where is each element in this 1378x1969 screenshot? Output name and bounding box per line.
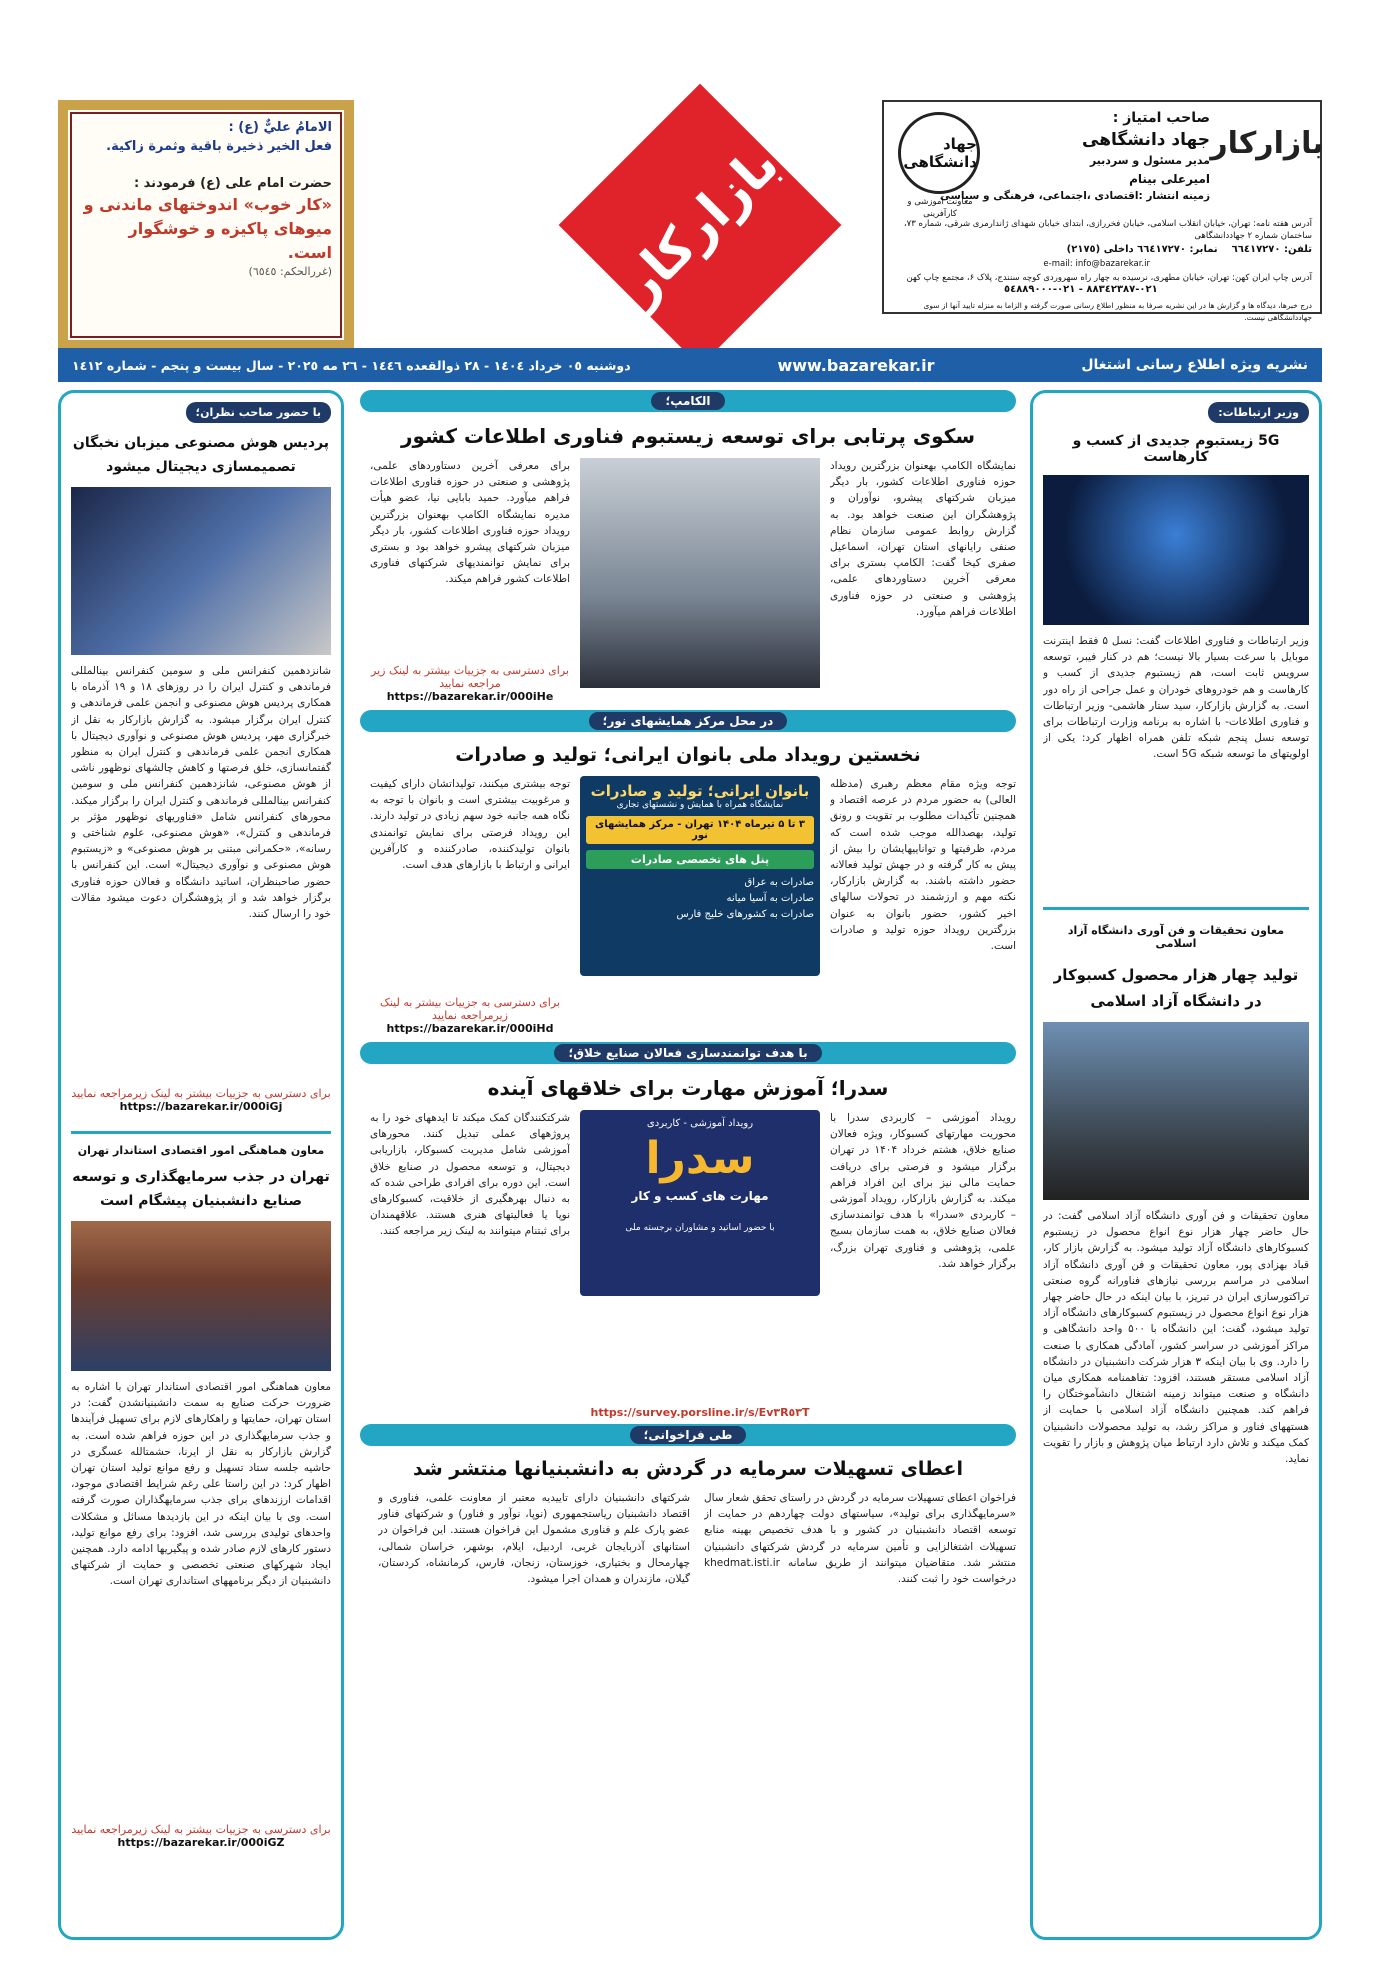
poster-footer: با حضور اساتید و مشاوران برجسته ملی bbox=[625, 1223, 775, 1233]
article-body-right: نمایشگاه الکامپ بهعنوان بزرگترین رویداد حوزه فناوری اطلاعات کشور، بار دیگر میزبان شرکتهای پیشرو، نوآوران و پژوهشگران این صنعت خواهد بود. به گزارش روابط عمومی سازمان نظام صنفی رایانهای استان تهران، اسماعیل صفری کیخا گفت: الکامپ بستری برای معرفی آخرین دستاوردهای علمی، پژوهشی و صنعتی در حوزه فناوری اطلاعات فراهم میآورد. bbox=[830, 460, 1016, 618]
center-column bbox=[360, 390, 1016, 1940]
email-link[interactable]: e-mail: info@bazarekar.ir bbox=[1043, 259, 1150, 269]
article-title: پردیس هوش مصنوعی میزبان نخبگان تصمیمسازی دیجیتال میشود bbox=[72, 435, 330, 475]
logo-text: بازارکار bbox=[609, 134, 791, 316]
article-body-right: فراخوان اعطای تسهیلات سرمایه در گردش در راستای تحقق شعار سال «سرمایهگذاری برای تولید»، سیاستهای دولت چهاردهم در حمایت از توسعه اقتصاد دانشبنیان در کشور و با هدف تخصیص بهینه منابع تسهیلات اشتغالزایی و تأمین سرمایه در گردش شرکتهای دانشبنیان منتشر شد. متقاضیان میتوانند از طریق سامانه khedmat.isti.ir درخواست خود را ثبت کنند. bbox=[704, 1492, 1016, 1586]
article-body-left: برای معرفی آخرین دستاوردهای علمی، پژوهشی و صنعتی در حوزه فناوری اطلاعات فراهم میآورد. حمید بابایی نیا، عضو هیأت مدیره نمایشگاه الکامپ بهعنوان بزرگترین رویداد حوزه فناوری اطلاعات کشور، بار دیگر میزبان شرکتهای پیشرو خواهد بود و بستری برای نمایش توانمندیهای شرکتهای فناوری اطلاعات کشور فراهم میکند. bbox=[370, 460, 570, 586]
owner-label: صاحب امتیاز : bbox=[1112, 110, 1210, 126]
section-header bbox=[360, 1042, 1016, 1064]
quote-source: (غررالحکم: ٦٥٤٥) bbox=[248, 265, 332, 278]
article-kicker: در محل مرکز همایشهای نور؛ bbox=[589, 712, 788, 730]
article-body-right: توجه ویژه مقام معظم رهبری (مدظله العالی) به حضور مردم در عرصه اقتصاد و همچنین تأکیدات مطلوب بر تقویت و رونق تولید، بهصدالله موجب شده است که مردم، ظرفیتها و تواناییهایشان را بیش از پیش به کار گرفته و در جهش تولید فعالانه حضور داشته باشند. به گزارش بازارکار، نکته مهم و ارزشمند در تحولات سالهای اخیر کشور، حضور بانوان به عنوان بزرگترین رویداد حوزه تولید و صادرات است. bbox=[830, 778, 1016, 953]
poster-subtitle: نمایشگاه همراه با همایش و نشستهای تجاری bbox=[616, 800, 784, 810]
masthead-box bbox=[882, 100, 1324, 322]
masthead-logo bbox=[585, 110, 815, 340]
more-info-label: برای دسترسی به جزییات بیشتر به لینک زیرمراجعه نمایید bbox=[71, 1823, 331, 1836]
owner-name: جهاد دانشگاهی bbox=[1082, 130, 1210, 150]
poster-panel: پنل های تخصصی صادرات bbox=[586, 850, 814, 869]
article-tag: با حضور صاحب نظران؛ bbox=[186, 402, 331, 423]
article-title: تولید چهار هزار محصول کسبوکار در دانشگاه آزاد اسلامی bbox=[1053, 966, 1299, 1010]
article-body: معاون تحقیقات و فن آوری دانشگاه آزاد اسلامی گفت: در حال حاضر چهار هزار نوع انواع محصول در زیستبوم کسبوکارهای دانشگاه آزاد تولید میشود. به گزارش بازار کار، قباد بهزادی پور، معاون تحقیقات و فن آوری دانشگاه آزاد اسلامی در مراسم بررسی نیازهای فناورانه گروه صنعتی تراکتورسازی ایران در تبریز، با بیان اینکه در حال حاضر چهار هزار نوع انواع محصول در زیستبوم کسبوکارهای دانشگاه آزاد تولید میشود، گفت: این دانشگاه با ۵۰۰ واحد دانشگاهی و مراکز آموزشی در سراسر کشور، آمادگی همکاری با صنعت را دارد. وی با بیان اینکه ۳ هزار شرکت دانشبنیان در دانشگاه آزاد اسلامی مستقر هستند، افزود: تفاهمنامه همکاری میان دانشگاه و صنعت میتواند زمینه اشتغال دانشآموختگان را فراهم کند. همچنین دانشگاه آزاد اسلامی با حمایت از هستههای فناور و مراکز رشد، به تولید محصولات دانشبنیان کمک میکند و تلاش دارد ارتباط میان پژوهش و بازار را تقویت نماید. bbox=[1043, 1210, 1309, 1466]
factory-image bbox=[1043, 1022, 1309, 1200]
article-body-right: رویداد آموزشی – کاربردی سدرا با محوریت مهارتهای کسبوکار، ویژه فعالان صنایع خلاق، هشتم خرداد ۱۴۰۴ در تهران برگزار میشود و فرصتی برای دریافت حمایت مالی نیز برای این افراد فراهم میکند. به گزارش بازارکار، رویداد آموزشی – کاربردی «سدرا» با هدف توانمندسازی فعالان صنایع خلاق، به همت سازمان بسیج علمی، پژوهشی و فناوری تهران بزرگ، برگزار خواهد شد. bbox=[830, 1112, 1016, 1270]
poster-kicker: رویداد آموزشی - کاربردی bbox=[646, 1118, 754, 1129]
quote-arabic-text: فعل الخير ذخيرة باقية وثمرة زاكية. bbox=[106, 139, 332, 154]
issue-date: دوشنبه ٠٥ خرداد ١٤٠٤ - ٢٨ ذوالقعده ١٤٤٦ - ٢٦ مه ٢٠٢٥ - سال بیست و پنجم - شماره ١٤١٢ bbox=[72, 357, 631, 373]
poster-bullet: صادرات به کشورهای خلیج فارس bbox=[676, 909, 814, 920]
poster-title: بانوان ایرانی؛ تولید و صادرات bbox=[590, 782, 810, 800]
article-tag: معاون هماهنگی امور اقتصادی استاندار تهران bbox=[77, 1144, 325, 1157]
article-body-left: توجه بیشتری میکنند، تولیداتشان دارای کیفیت و مرغوبیت بیشتری است و بانوان با توجه به نگاه همه جانبه خود سهم زیادی در تولید دارند. این رویداد فرصتی برای نمایش توانمندی بانوان تولیدکننده، صادرکننده و کارآفرین ایرانی و ارتباط با بازارهای هدف است. bbox=[370, 778, 570, 872]
publishing-topics: زمینه انتشار :اقتصادی ،اجتماعی، فرهنگی و سیاسی bbox=[939, 190, 1210, 202]
5g-tower-image bbox=[1043, 475, 1309, 625]
manager-label: مدیر مسئول و سردبیر bbox=[1089, 154, 1210, 167]
article-title: نخستین رویداد ملی بانوان ایرانی؛ تولید و صادرات bbox=[455, 744, 921, 766]
manager-name: امیرعلی بینام bbox=[1129, 172, 1210, 186]
print-phone: ٠٢١-٨٨٣٤٢٣٨٧ - ٠٢١-٥٤٨٨٩٠٠٠ bbox=[1004, 284, 1158, 295]
quote-persian-text: «کار خوب» اندوختهای ماندنی و میوهای پاکیزه و خوشگوار است. bbox=[83, 195, 332, 262]
fax: نمابر: ٦٦٤١٧٢٧٠ داخلی (٢١٧٥) bbox=[1066, 244, 1218, 255]
article-title: سکوی پرتابی برای توسعه زیستبوم فناوری اطلاعات کشور bbox=[400, 424, 976, 448]
emblem-icon: جهاد دانشگاهی bbox=[898, 112, 980, 194]
quote-box bbox=[58, 100, 354, 350]
disclaimer: درج خبرها، دیدگاه ها و گزارش ها در این نشریه صرفا به منظور اطلاع رسانی صورت گرفته و الزاما به منزله تایید آنها از سوی جهاددانشگاهی نیست. bbox=[923, 301, 1312, 322]
article-body-left: شرکتکنندگان کمک میکند تا ایدههای خود را به پروژههای عملی تبدیل کنند. محورهای آموزشی شامل مدیریت کسبوکار، بازاریابی دیجیتال، و توسعه محصول در صنایع خلاق است. این دوره برای افرادی طراحی شده که به دنبال بهرهگیری از خلاقیت، کسبوکارهای نوپا یا فعالیتهای هنری هستند. علاقهمندان برای ثبتنام میتوانند به لینک زیر مراجعه کنند. bbox=[370, 1112, 570, 1238]
poster-title: سدرا bbox=[645, 1133, 755, 1184]
section-header bbox=[360, 1424, 1016, 1446]
article-kicker: با هدف توانمندسازی فعالان صنایع خلاق؛ bbox=[554, 1044, 821, 1062]
quote-arabic-heading: الامامُ عليٌّ (ع) : bbox=[228, 120, 332, 135]
survey-link[interactable]: https://survey.porsline.ir/s/Ev٣R٥٣T bbox=[590, 1406, 810, 1419]
article-link[interactable]: https://bazarekar.ir/000iHd bbox=[386, 1022, 554, 1035]
conference-image bbox=[71, 487, 331, 655]
divider bbox=[71, 1131, 331, 1134]
article-link[interactable]: https://bazarekar.ir/000iGZ bbox=[117, 1836, 285, 1849]
article-title: 5G زیستبوم جدیدی از کسب و کارهاست bbox=[1072, 433, 1280, 465]
poster-date: ۳ تا ۵ تیرماه ۱۴۰۴ تهران - مرکز همایشهای نور bbox=[586, 816, 814, 844]
sedra-poster bbox=[580, 1110, 820, 1296]
left-column bbox=[58, 390, 344, 1940]
article-body: شانزدهمین کنفرانس ملی و سومین کنفرانس بینالمللی فرماندهی و کنترل ایران را در روزهای ۱۸ و ۱۹ آذرماه با همکاری پردیس هوش مصنوعی و انجمن علمی فرماندهی و کنترل ایران برگزار میشود. به گزارش بازارکار به نقل از خبرگزاری مهر، پردیس هوش مصنوعی و نوآوری دیجیتال با همکاری انجمن علمی فرماندهی و کنترل ایران به منظور گفتمانسازی، خلق فرصتها و کاهش چالشهای نوظهور ناشی از هوش مصنوعی، شانزدهمین کنفرانس ملی و سومین کنفرانس بینالمللی فرماندهی و کنترل ایران را برگزار میکند. محورهای کنفرانس شامل «فناوریهای نوظهور مؤثر بر فرماندهی و کنترل»، «هوش مصنوعی، علوم شناختی و رسانه»، «حکمرانی مبتنی بر هوش مصنوعی» و «زیستبوم هوش مصنوعی و نوآوری دیجیتال» است. این کنفرانس با حضور صاحبنظران، اساتید دانشگاه و فعالان حوزه فناوری برگزار خواهد شد و از پژوهشگران دعوت میشود مقالات خود را ارسال کنند. bbox=[71, 665, 331, 921]
portrait-image bbox=[580, 458, 820, 688]
article-tag: معاون تحقیقات و فن آوری دانشگاه آزاد اسلامی bbox=[1067, 924, 1285, 950]
poster-subtitle: مهارت های کسب و کار bbox=[631, 1189, 769, 1203]
article-link[interactable]: https://bazarekar.ir/000iGj bbox=[119, 1100, 283, 1113]
article-title: اعطای تسهیلات سرمایه در گردش به دانشبنیانها منتشر شد bbox=[412, 1458, 964, 1480]
article-body-left: شرکتهای دانشبنیان دارای تاییدیه معتبر از معاونت علمی، فناوری و اقتصاد دانشبنیان ریاستجمهوری (نوپا، نوآور و فناور) و شرکتهای فناور عضو پارک علم و فناوری مشمول این فراخوان هستند. این فراخوان در استانهای آذربایجان غربی، اردبیل، ایلام، بوشهر، خراسان شمالی، چهارمحال و بختیاری، خوزستان، زنجان، فارس، کرمانشاه، کردستان، گیلان، مازندران و همدان اجرا میشود. bbox=[378, 1492, 690, 1586]
article-title: سدرا؛ آموزش مهارت برای خلاقهای آینده bbox=[487, 1076, 889, 1100]
right-column bbox=[1030, 390, 1322, 1940]
event-poster bbox=[580, 776, 820, 976]
address: آدرس هفته نامه: تهران، خیابان انقلاب اسلامی، خیابان فخررازی، ابتدای خیابان شهدای ژاندارمری شرقی، شماره ۷۳، ساختمان شماره ۲ جهاددانشگاهی bbox=[903, 219, 1312, 241]
info-bar bbox=[58, 348, 1322, 382]
article-link[interactable]: https://bazarekar.ir/000iHe bbox=[386, 690, 554, 703]
poster-bullet: صادرات به عراق bbox=[744, 877, 814, 888]
article-kicker: الکامپ؛ bbox=[651, 392, 724, 410]
article-tag: وزیر ارتباطات: bbox=[1208, 402, 1309, 423]
article-kicker: طی فراخوانی؛ bbox=[630, 1426, 747, 1444]
article-body: معاون هماهنگی امور اقتصادی استاندار تهران با اشاره به ضرورت حرکت صنایع به سمت دانشبنیانشدن گفت: در استان تهران، حمایتها و راهکارهای لازم برای تسهیل فرآیندها و جذب سرمایهگذاری در این حوزه فراهم شده است. به گزارش بازارکار به نقل از ایرنا، حشمتالله عسگری در حاشیه جلسه ستاد تسهیل و رفع موانع تولید استان تهران اظهار کرد: در این راستا علی رغم شرایط اقتصادی موجود، اقدامات ارزندهای برای جذب سرمایهگذاران صورت گرفته است. وی با بیان اینکه در این بازدیدها مسائل و مشکلات واحدهای تولیدی بررسی شد، افزود: برای رفع موانع تولید، دستور کارهای لازم صادر شده و پیگیریها ادامه دارد. همچنین ایجاد شهرکهای صنعتی تخصصی و حمایت از شرکتهای دانشبنیان از دیگر برنامههای استانداری تهران است. bbox=[71, 1381, 331, 1588]
brand-logo: بازارکار bbox=[1210, 125, 1324, 161]
tagline: نشریه ویژه اطلاع رسانی اشتغال bbox=[1081, 357, 1308, 373]
website-link[interactable]: www.bazarekar.ir bbox=[777, 355, 935, 375]
phone: تلفن: ٦٦٤١٧٢٧٠ bbox=[1231, 244, 1312, 255]
article-body: وزیر ارتباطات و فناوری اطلاعات گفت: نسل ۵ فقط اینترنت موبایل با سرعت بسیار بالا نیست؛ هم در کنار فیبر، توسعه سرویس ثابت است، هم زیستبوم جدیدی از کسب و کارهاست و هم خودروهای خودران و عمل جراحی از راه دور است. به گزارش بازارکار، سید ستار هاشمی- وزیر ارتباطات و فناوری اطلاعات- با اشاره به برنامه وزارت ارتباطات برای توسعه نسل پنجم شبکه تلفن همراه اظهار کرد: یکی از اولویتهای ما توسعه شبکه 5G است. bbox=[1043, 635, 1309, 761]
divider bbox=[1043, 907, 1309, 910]
print-address: آدرس چاپ ایران کهن: تهران، خیابان مطهری، نرسیده به چهار راه سهروردی کوچه سنندج، پلاک ۶، مجتمع چاپ کهن bbox=[906, 273, 1312, 283]
meeting-image bbox=[71, 1221, 331, 1371]
more-info-label: برای دسترسی به جزییات بیشتر به لینک زیرمراجعه نمایید bbox=[380, 996, 560, 1022]
emblem-caption: معاونت آموزشی و کارآفرینی bbox=[907, 197, 973, 219]
section-header bbox=[360, 390, 1016, 412]
quote-persian-heading: حضرت امام علی (ع) فرمودند : bbox=[133, 176, 332, 191]
section-header bbox=[360, 710, 1016, 732]
more-info-label: برای دسترسی به جزییات بیشتر به لینک زیر مراجعه نمایید bbox=[371, 664, 569, 690]
more-info-label: برای دسترسی به جزییات بیشتر به لینک زیرمراجعه نمایید bbox=[71, 1087, 331, 1100]
poster-bullet: صادرات به آسیا میانه bbox=[726, 893, 814, 904]
article-title: تهران در جذب سرمایهگذاری و توسعه صنایع دانشبنیان پیشگام است bbox=[72, 1169, 330, 1209]
